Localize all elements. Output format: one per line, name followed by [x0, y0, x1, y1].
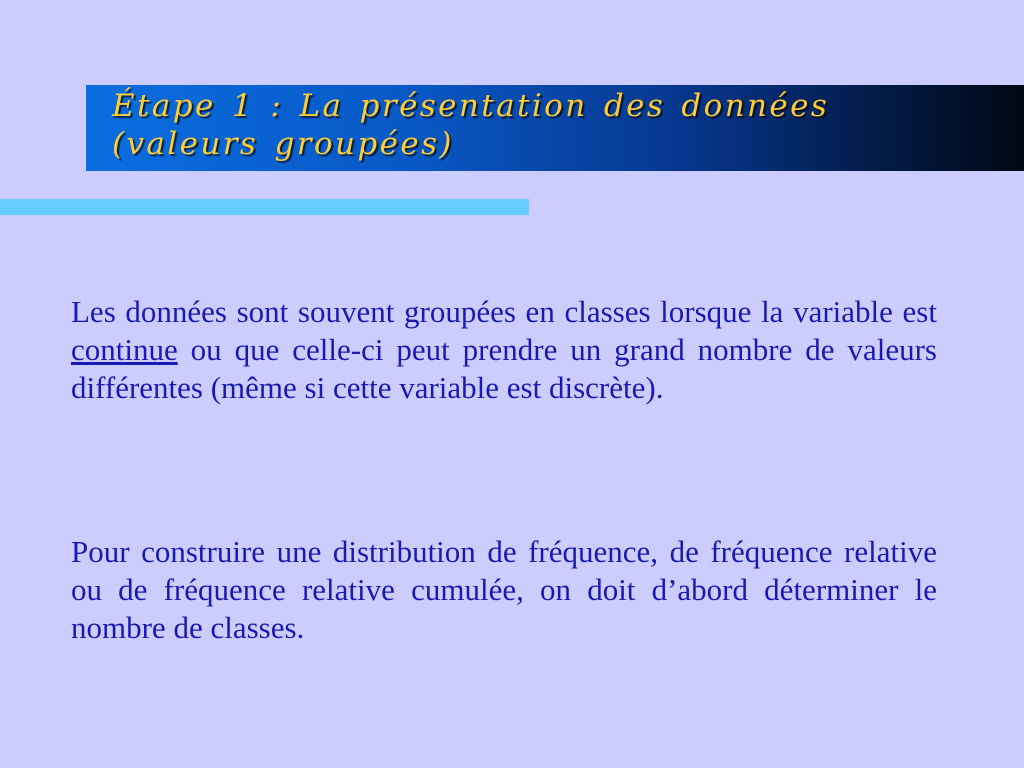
accent-bar — [0, 199, 529, 215]
slide-title: Étape 1 : La présentation des données (valeurs groupées) — [112, 88, 830, 162]
title-banner — [86, 85, 1024, 171]
paragraph-1-text-start: Les données sont souvent groupées en classes lorsque la variable est — [71, 294, 937, 329]
body-paragraph-2: Pour construire une distribution de fréquence, de fréquence relative ou de fréquence relative cumulée, on doit d’abord déterminer le nombre de classes. — [71, 534, 937, 645]
paragraph-1-text-end: ou que celle-ci peut prendre un grand nombre de valeurs différentes (même si cette variable est discrète). — [71, 332, 937, 405]
emphasis-continue: continue — [71, 332, 178, 367]
body-paragraph-1 — [71, 293, 937, 407]
